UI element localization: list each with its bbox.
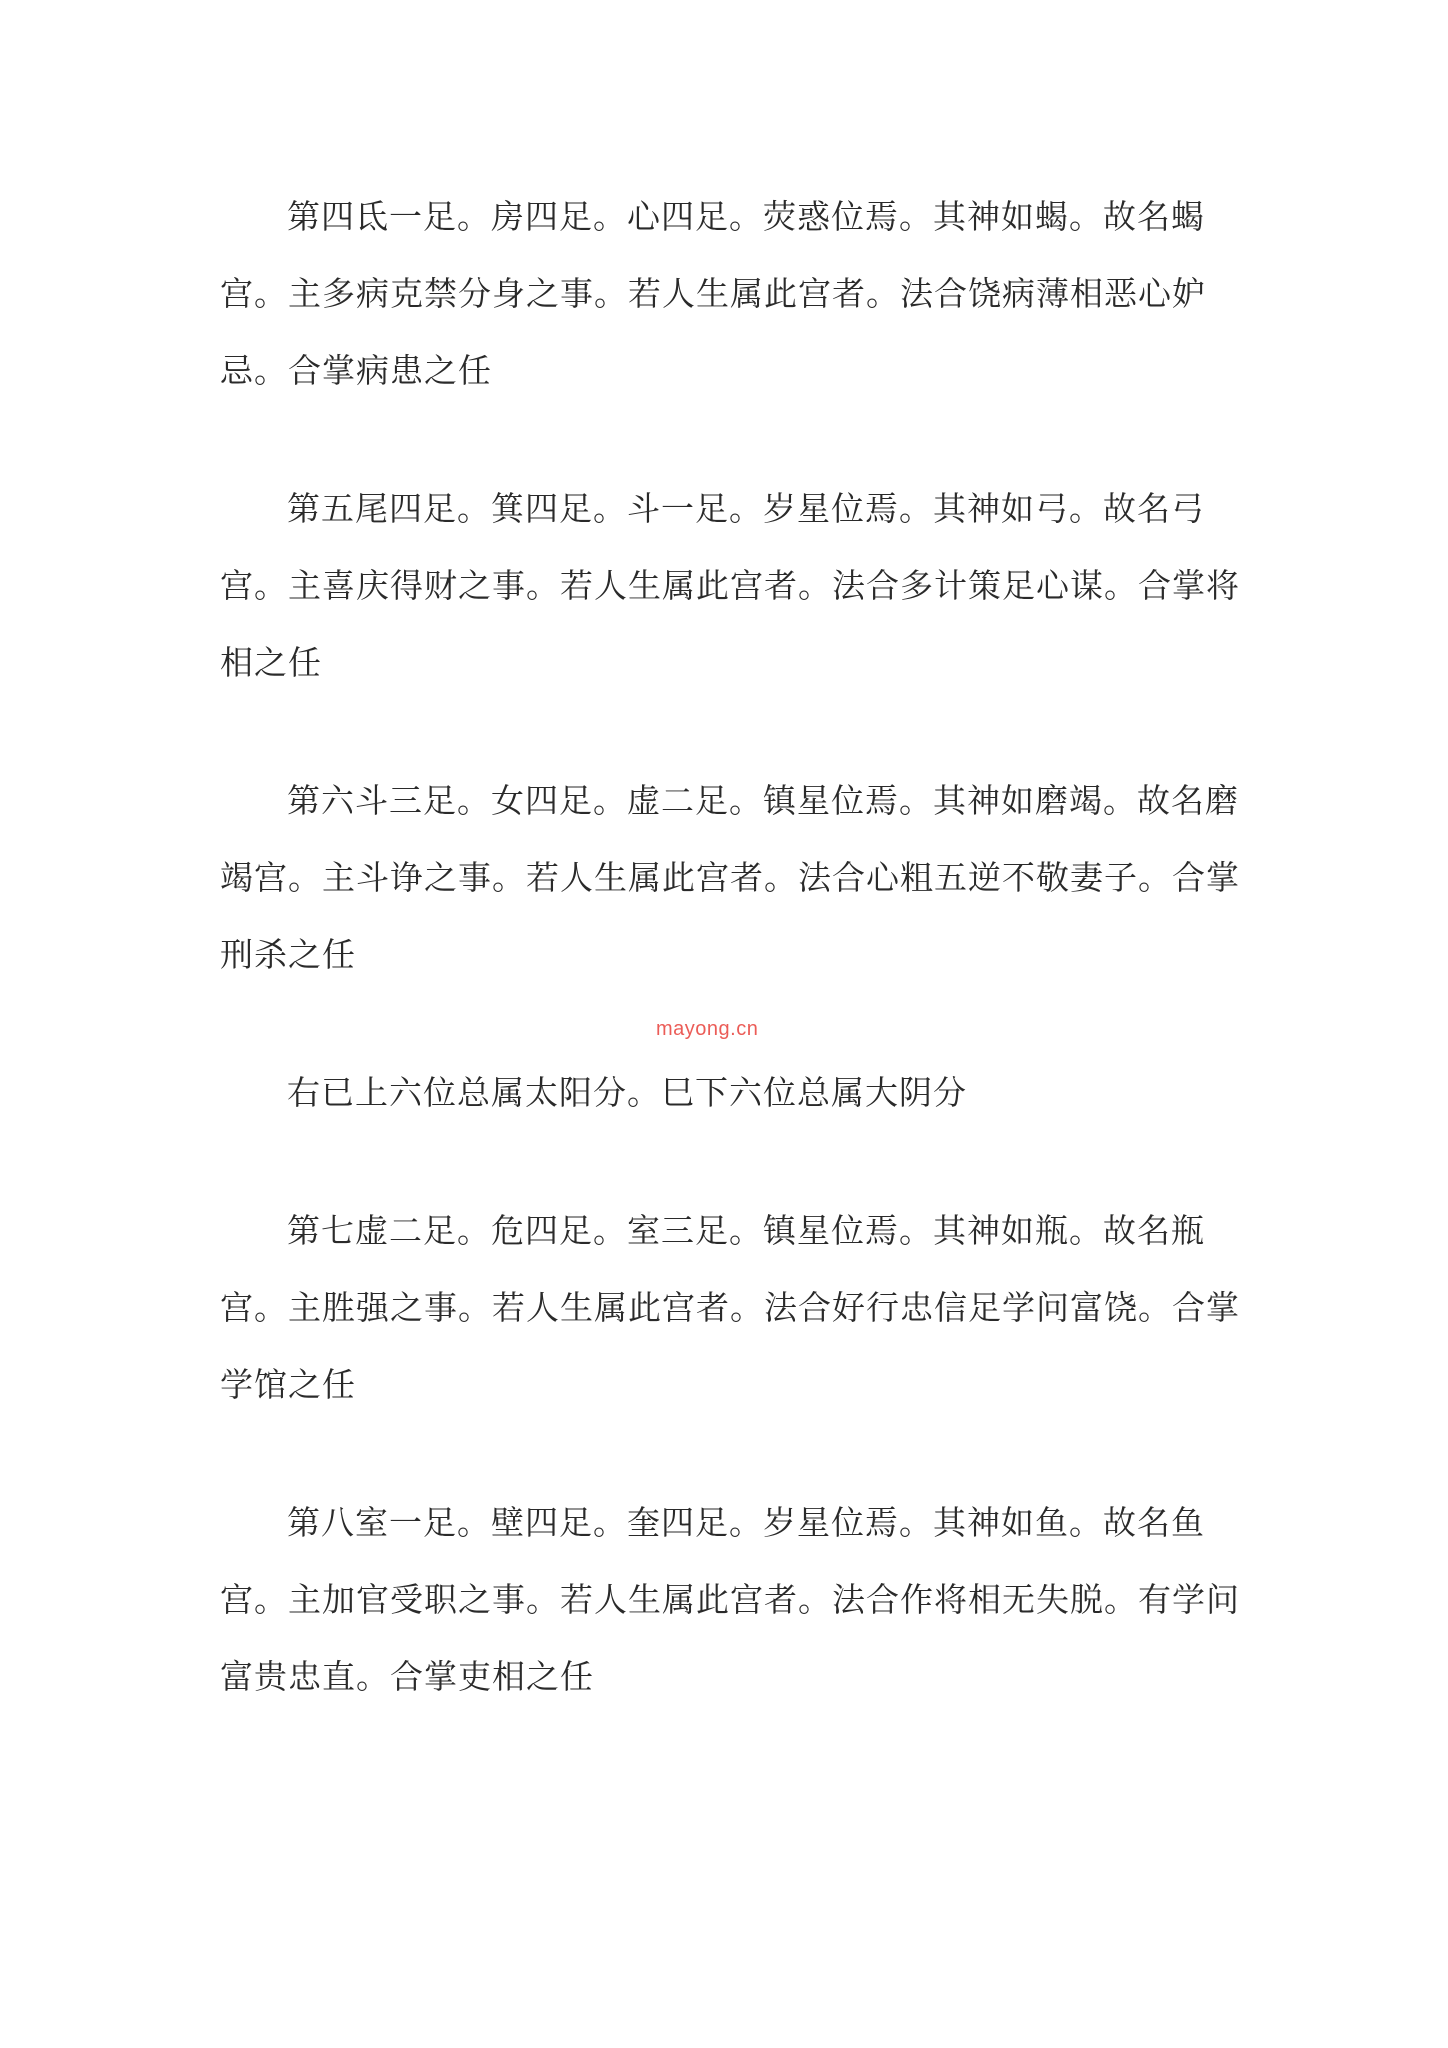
- watermark-text: mayong.cn: [656, 1018, 759, 1040]
- paragraph-summary-note: 右已上六位总属太阳分。巳下六位总属大阴分: [287, 1073, 967, 1112]
- paragraph-pisces: 第八室一足。壁四足。奎四足。岁星位焉。其神如鱼。故名鱼宫。主加官受职之事。若人生属此宫者。法合作将相无失脱。有学问富贵忠直。合掌吏相之任: [220, 1503, 1240, 1696]
- paragraph-scorpio: 第四氐一足。房四足。心四足。荧惑位焉。其神如蝎。故名蝎宫。主多病克禁分身之事。若人生属此宫者。法合饶病薄相恶心妒忌。合掌病患之任: [220, 197, 1206, 390]
- paragraph-aquarius: 第七虚二足。危四足。室三足。镇星位焉。其神如瓶。故名瓶宫。主胜强之事。若人生属此宫者。法合好行忠信足学问富饶。合掌学馆之任: [220, 1211, 1240, 1404]
- paragraph-capricorn: 第六斗三足。女四足。虚二足。镇星位焉。其神如磨竭。故名磨竭宫。主斗诤之事。若人生属此宫者。法合心粗五逆不敬妻子。合掌刑杀之任: [220, 781, 1240, 974]
- paragraph-sagittarius: 第五尾四足。箕四足。斗一足。岁星位焉。其神如弓。故名弓宫。主喜庆得财之事。若人生属此宫者。法合多计策足心谋。合掌将相之任: [220, 489, 1240, 682]
- document-body: [220, 178, 1240, 1715]
